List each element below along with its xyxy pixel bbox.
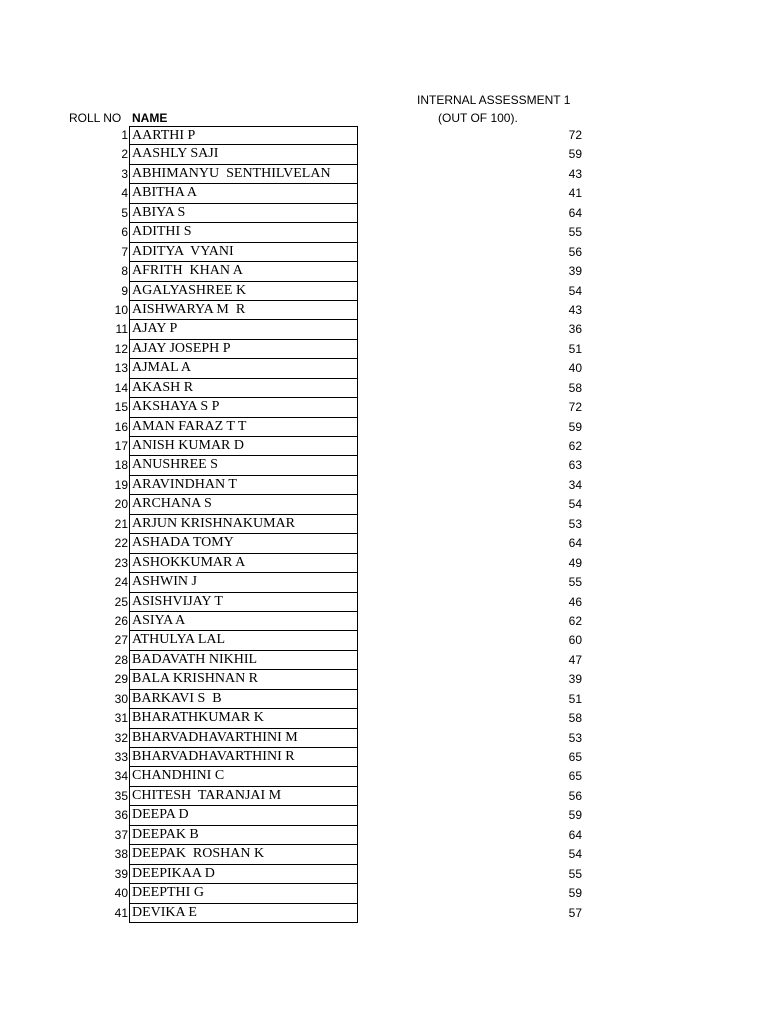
assessment-mark: 55 xyxy=(568,225,582,240)
table-row xyxy=(0,826,768,845)
table-row xyxy=(0,243,768,262)
table-row xyxy=(0,495,768,514)
assessment-mark: 64 xyxy=(568,536,582,551)
roll-number: 30 xyxy=(114,691,128,706)
table-row xyxy=(0,223,768,242)
roll-number: 10 xyxy=(114,302,128,317)
table-row xyxy=(0,884,768,903)
table-row xyxy=(0,593,768,612)
assessment-mark: 47 xyxy=(568,652,582,667)
student-name: ADITHI S xyxy=(129,223,358,242)
roll-number: 23 xyxy=(114,555,128,570)
table-row xyxy=(0,126,768,145)
student-name: DEEPTHI G xyxy=(129,884,358,903)
roll-number: 32 xyxy=(114,730,128,745)
student-name: AJMAL A xyxy=(129,359,358,378)
roll-number: 20 xyxy=(114,497,128,512)
roll-number: 25 xyxy=(114,594,128,609)
assessment-mark: 53 xyxy=(568,730,582,745)
student-name: ABHIMANYU SENTHILVELAN xyxy=(129,165,358,184)
assessment-mark: 72 xyxy=(568,400,582,415)
student-name: BALA KRISHNAN R xyxy=(129,670,358,689)
table-row xyxy=(0,418,768,437)
table-row xyxy=(0,515,768,534)
student-name: AMAN FARAZ T T xyxy=(129,418,358,437)
student-name: AKSHAYA S P xyxy=(129,398,358,417)
assessment-mark: 56 xyxy=(568,244,582,259)
assessment-mark: 39 xyxy=(568,264,582,279)
roll-number: 12 xyxy=(114,341,128,356)
student-name: ASHWIN J xyxy=(129,573,358,592)
student-name: AISHWARYA M R xyxy=(129,301,358,320)
student-name: CHITESH TARANJAI M xyxy=(129,787,358,806)
assessment-mark: 64 xyxy=(568,827,582,842)
roll-number: 14 xyxy=(114,380,128,395)
roll-number: 24 xyxy=(114,575,128,590)
table-row xyxy=(0,767,768,786)
name-header: NAME xyxy=(132,111,168,125)
student-name: ANUSHREE S xyxy=(129,456,358,475)
roll-number: 34 xyxy=(114,769,128,784)
assessment-mark: 54 xyxy=(568,847,582,862)
assessment-mark: 49 xyxy=(568,555,582,570)
table-row xyxy=(0,359,768,378)
assessment-mark: 54 xyxy=(568,283,582,298)
roll-number: 8 xyxy=(121,264,128,279)
assessment-mark: 65 xyxy=(568,769,582,784)
roll-number: 7 xyxy=(121,244,128,259)
roll-number: 40 xyxy=(114,886,128,901)
roll-number: 15 xyxy=(114,400,128,415)
table-row xyxy=(0,787,768,806)
roll-number: 1 xyxy=(121,128,128,142)
student-name: ARAVINDHAN T xyxy=(129,476,358,495)
roll-number: 38 xyxy=(114,847,128,862)
table-row xyxy=(0,262,768,281)
assessment-mark: 65 xyxy=(568,750,582,764)
assessment-mark: 58 xyxy=(568,711,582,726)
roll-number: 29 xyxy=(114,672,128,687)
table-row xyxy=(0,709,768,728)
table-row xyxy=(0,670,768,689)
table-row xyxy=(0,748,768,767)
roll-number: 13 xyxy=(114,361,128,376)
table-row xyxy=(0,320,768,339)
table-row xyxy=(0,437,768,456)
assessment-mark: 54 xyxy=(568,497,582,512)
table-row xyxy=(0,612,768,631)
student-name: DEEPAK ROSHAN K xyxy=(129,845,358,864)
roll-number: 11 xyxy=(115,322,128,337)
student-name: BARKAVI S B xyxy=(129,690,358,709)
roll-number: 22 xyxy=(114,536,128,551)
roll-number: 5 xyxy=(121,205,128,220)
student-name: DEVIKA E xyxy=(129,904,358,923)
table-row xyxy=(0,165,768,184)
student-name: DEEPIKAA D xyxy=(129,865,358,884)
student-name: ADITYA VYANI xyxy=(129,243,358,262)
assessment-mark: 41 xyxy=(568,186,582,201)
table-row xyxy=(0,651,768,670)
assessment-mark: 39 xyxy=(568,672,582,687)
roll-number: 39 xyxy=(114,866,128,881)
roll-number: 9 xyxy=(121,283,128,298)
student-name: ASISHVIJAY T xyxy=(129,593,358,612)
student-name: BHARVADHAVARTHINI M xyxy=(129,729,358,748)
assessment-mark: 58 xyxy=(568,380,582,395)
assessment-mark: 40 xyxy=(568,361,582,376)
table-row xyxy=(0,806,768,825)
student-name: DEEPAK B xyxy=(129,826,358,845)
student-name: AARTHI P xyxy=(129,126,358,145)
roll-number: 26 xyxy=(114,613,128,628)
student-name: AFRITH KHAN A xyxy=(129,262,358,281)
roll-number: 36 xyxy=(114,808,128,823)
assessment-mark: 56 xyxy=(568,788,582,803)
assessment-mark: 59 xyxy=(568,886,582,901)
roll-number: 6 xyxy=(121,225,128,240)
roll-number: 17 xyxy=(114,439,128,453)
roll-number: 41 xyxy=(114,905,128,920)
table-row xyxy=(0,398,768,417)
roll-number: 33 xyxy=(114,750,128,764)
student-name: BHARVADHAVARTHINI R xyxy=(129,748,358,767)
assessment-title: INTERNAL ASSESSMENT 1 xyxy=(417,93,571,107)
assessment-mark: 43 xyxy=(568,166,582,181)
roll-number: 3 xyxy=(121,166,128,181)
student-name: BADAVATH NIKHIL xyxy=(129,651,358,670)
assessment-mark: 51 xyxy=(568,341,582,356)
assessment-max-marks: (OUT OF 100). xyxy=(438,111,518,125)
roll-no-header: ROLL NO xyxy=(69,111,122,125)
roll-number: 28 xyxy=(114,652,128,667)
assessment-mark: 59 xyxy=(568,419,582,434)
student-table xyxy=(0,126,768,923)
table-row xyxy=(0,904,768,923)
table-row xyxy=(0,340,768,359)
roll-number: 35 xyxy=(114,788,128,803)
roll-number: 19 xyxy=(114,477,128,492)
student-name: ARCHANA S xyxy=(129,495,358,514)
assessment-mark: 34 xyxy=(568,477,582,492)
student-name: ANISH KUMAR D xyxy=(129,437,358,456)
student-name: AJAY P xyxy=(129,320,358,339)
roll-number: 18 xyxy=(114,458,128,473)
assessment-mark: 43 xyxy=(568,302,582,317)
table-row xyxy=(0,379,768,398)
table-row xyxy=(0,282,768,301)
table-row xyxy=(0,456,768,475)
roll-number: 27 xyxy=(114,633,128,648)
student-name: ABITHA A xyxy=(129,184,358,203)
table-row xyxy=(0,534,768,553)
assessment-mark: 36 xyxy=(568,322,582,337)
student-name: AJAY JOSEPH P xyxy=(129,340,358,359)
table-row xyxy=(0,845,768,864)
student-name: BHARATHKUMAR K xyxy=(129,709,358,728)
table-row xyxy=(0,729,768,748)
student-name: AASHLY SAJI xyxy=(129,145,358,164)
student-name: AKASH R xyxy=(129,379,358,398)
student-name: ARJUN KRISHNAKUMAR xyxy=(129,515,358,534)
assessment-mark: 55 xyxy=(568,866,582,881)
table-row xyxy=(0,184,768,203)
assessment-mark: 51 xyxy=(568,691,582,706)
table-row xyxy=(0,865,768,884)
student-name: CHANDHINI C xyxy=(129,767,358,786)
student-name: DEEPA D xyxy=(129,806,358,825)
assessment-mark: 72 xyxy=(568,128,582,142)
table-row xyxy=(0,204,768,223)
roll-number: 31 xyxy=(114,711,128,726)
assessment-mark: 46 xyxy=(568,594,582,609)
table-row xyxy=(0,145,768,164)
table-row xyxy=(0,301,768,320)
assessment-mark: 62 xyxy=(568,439,582,453)
assessment-mark: 55 xyxy=(568,575,582,590)
table-row xyxy=(0,554,768,573)
roll-number: 2 xyxy=(121,147,128,162)
student-name: ASIYA A xyxy=(129,612,358,631)
assessment-mark: 62 xyxy=(568,613,582,628)
student-name: ABIYA S xyxy=(129,204,358,223)
assessment-mark: 60 xyxy=(568,633,582,648)
table-row xyxy=(0,476,768,495)
roll-number: 37 xyxy=(114,827,128,842)
assessment-mark: 53 xyxy=(568,516,582,531)
assessment-mark: 59 xyxy=(568,147,582,162)
assessment-mark: 59 xyxy=(568,808,582,823)
student-name: ASHOKKUMAR A xyxy=(129,554,358,573)
roll-number: 16 xyxy=(114,419,128,434)
assessment-mark: 63 xyxy=(568,458,582,473)
assessment-mark: 64 xyxy=(568,205,582,220)
roll-number: 21 xyxy=(114,516,128,531)
table-row xyxy=(0,690,768,709)
assessment-mark: 57 xyxy=(568,905,582,920)
roll-number: 4 xyxy=(121,186,128,201)
student-name: ATHULYA LAL xyxy=(129,631,358,650)
table-row xyxy=(0,631,768,650)
student-name: AGALYASHREE K xyxy=(129,282,358,301)
student-name: ASHADA TOMY xyxy=(129,534,358,553)
table-row xyxy=(0,573,768,592)
